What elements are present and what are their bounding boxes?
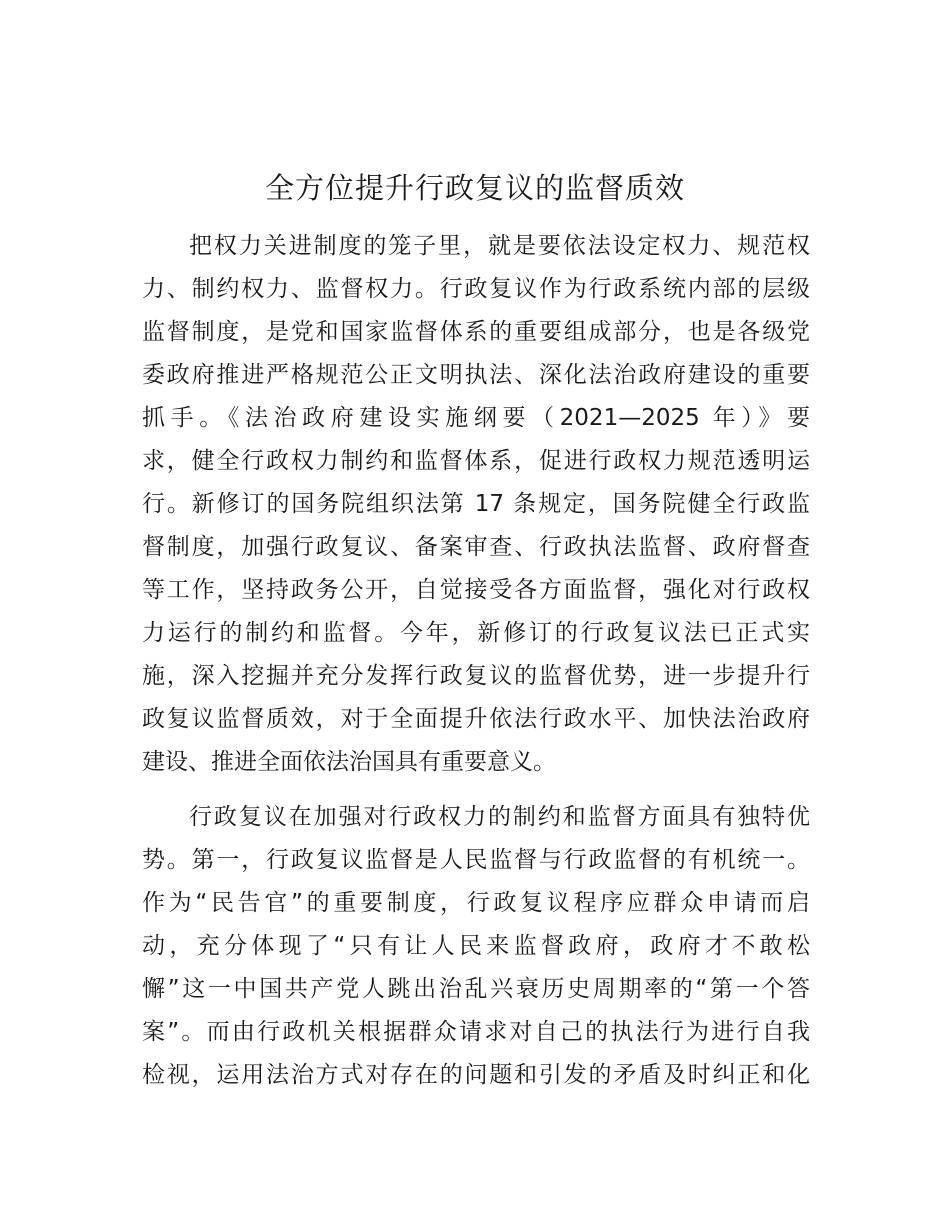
paragraph-2-line: 懈”这一中国共产党人跳出治乱兴衰历史周期率的“第一个答 [142,976,810,1002]
paragraph-2-line: 案”。而由行政机关根据群众请求对自己的执法行为进行自我 [142,1019,810,1045]
paragraph-2-line: 检视，运用法治方式对存在的问题和引发的矛盾及时纠正和化 [142,1062,810,1088]
paragraph-1-line: 求，健全行政权力制约和监督体系，促进行政权力规范透明运 [142,448,810,474]
paragraph-1-line: 政复议监督质效，对于全面提升依法行政水平、加快法治政府 [142,706,810,732]
paragraph-2-line: 势。第一，行政复议监督是人民监督与行政监督的有机统一。 [142,847,810,873]
paragraph-1-line: 把权力关进制度的笼子里，就是要依法设定权力、规范权 [189,233,810,259]
paragraph-1-line: 力、制约权力、监督权力。行政复议作为行政系统内部的层级 [142,276,810,302]
paragraph-2-line: 行政复议在加强对行政权力的制约和监督方面具有独特优 [189,804,810,830]
paragraph-1-line: 抓手。《法治政府建设实施纲要（2021—2025 年）》要 [142,405,810,431]
paragraph-1-line: 督制度，加强行政复议、备案审查、行政执法监督、政府督查 [142,534,810,560]
document-title: 全方位提升行政复议的监督质效 [264,171,685,205]
paragraph-1-line: 监督制度，是党和国家监督体系的重要组成部分，也是各级党 [142,319,810,345]
paragraph-2-line: 动，充分体现了“只有让人民来监督政府，政府才不敢松 [142,933,810,959]
paragraph-2-line: 作为“民告官”的重要制度，行政复议程序应群众申请而启 [142,890,810,916]
paragraph-1-line: 等工作，坚持政务公开，自觉接受各方面监督，强化对行政权 [142,577,810,603]
paragraph-1-line: 建设、推进全面依法治国具有重要意义。 [142,749,556,775]
paragraph-1-line: 委政府推进严格规范公正文明执法、深化法治政府建设的重要 [142,362,810,388]
paragraph-1-line: 行。新修订的国务院组织法第 17 条规定，国务院健全行政监 [142,491,810,517]
paragraph-1-line: 施，深入挖掘并充分发挥行政复议的监督优势，进一步提升行 [142,663,810,689]
paragraph-1-line: 力运行的制约和监督。今年，新修订的行政复议法已正式实 [142,620,810,646]
